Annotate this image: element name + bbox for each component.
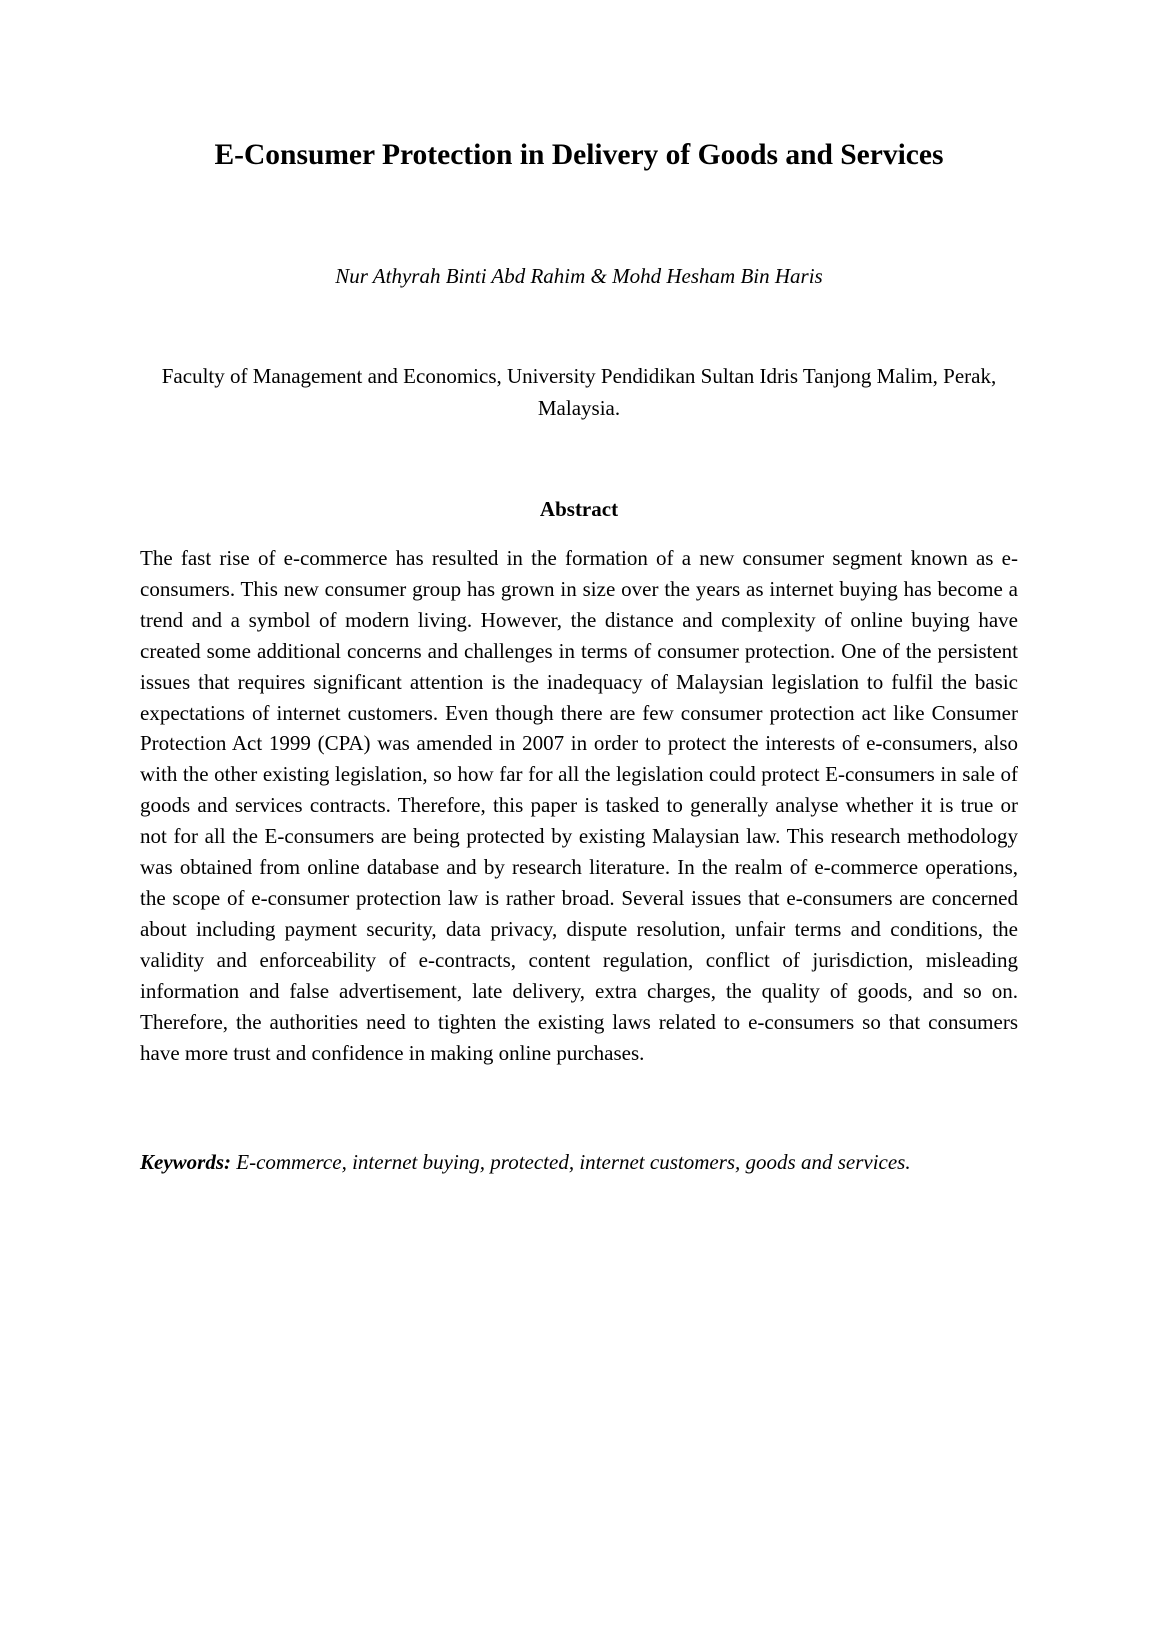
abstract-text: The fast rise of e-commerce has resulted in the formation of a new consumer segment known as e-consumers. This new consumer group has grown in size over the years as internet buying has become a trend and a symbol of modern living. However, the distance and complexity of online buying have created some additional concerns and challenges in terms of consumer protection. One of the persistent issues that requires significant attention is the inadequacy of Malaysian legislation to fulfil the basic expectations of internet customers. Even though there are few consumer protection act like Consumer Protection Act 1999 (CPA) was amended in 2007 in order to protect the interests of e-consumers, also with the other existing legislation, so how far for all the legislation could protect E-consumers in sale of goods and services contracts. Therefore, this paper is tasked to generally analyse whether it is true or not for all the E-consumers are being protected by existing Malaysian law. This research methodology was obtained from online database and by research literature. In the realm of e-commerce operations, the scope of e-consumer protection law is rather broad. Several issues that e-consumers are concerned about including payment security, data privacy, dispute resolution, unfair terms and conditions, the validity and enforceability of e-contracts, content regulation, conflict of jurisdiction, misleading information and false advertisement, late delivery, extra charges, the quality of goods, and so on. Therefore, the authorities need to tighten the existing laws related to e-consumers so that consumers have more trust and confidence in making online purchases. xyxy=(140,546,1018,1065)
keywords-label: Keywords: xyxy=(140,1150,231,1174)
author-affiliation: Faculty of Management and Economics, University Pendidikan Sultan Idris Tanjong Malim, Perak, Malaysia. xyxy=(161,364,997,420)
keywords-line xyxy=(140,1147,1018,1177)
paper-authors: Nur Athyrah Binti Abd Rahim & Mohd Hesham Bin Haris xyxy=(335,264,823,288)
paper-title: E-Consumer Protection in Delivery of Goods and Services xyxy=(214,139,944,171)
abstract-heading: Abstract xyxy=(539,497,619,521)
keywords-list: E-commerce, internet buying, protected, internet customers, goods and services. xyxy=(236,1150,911,1174)
